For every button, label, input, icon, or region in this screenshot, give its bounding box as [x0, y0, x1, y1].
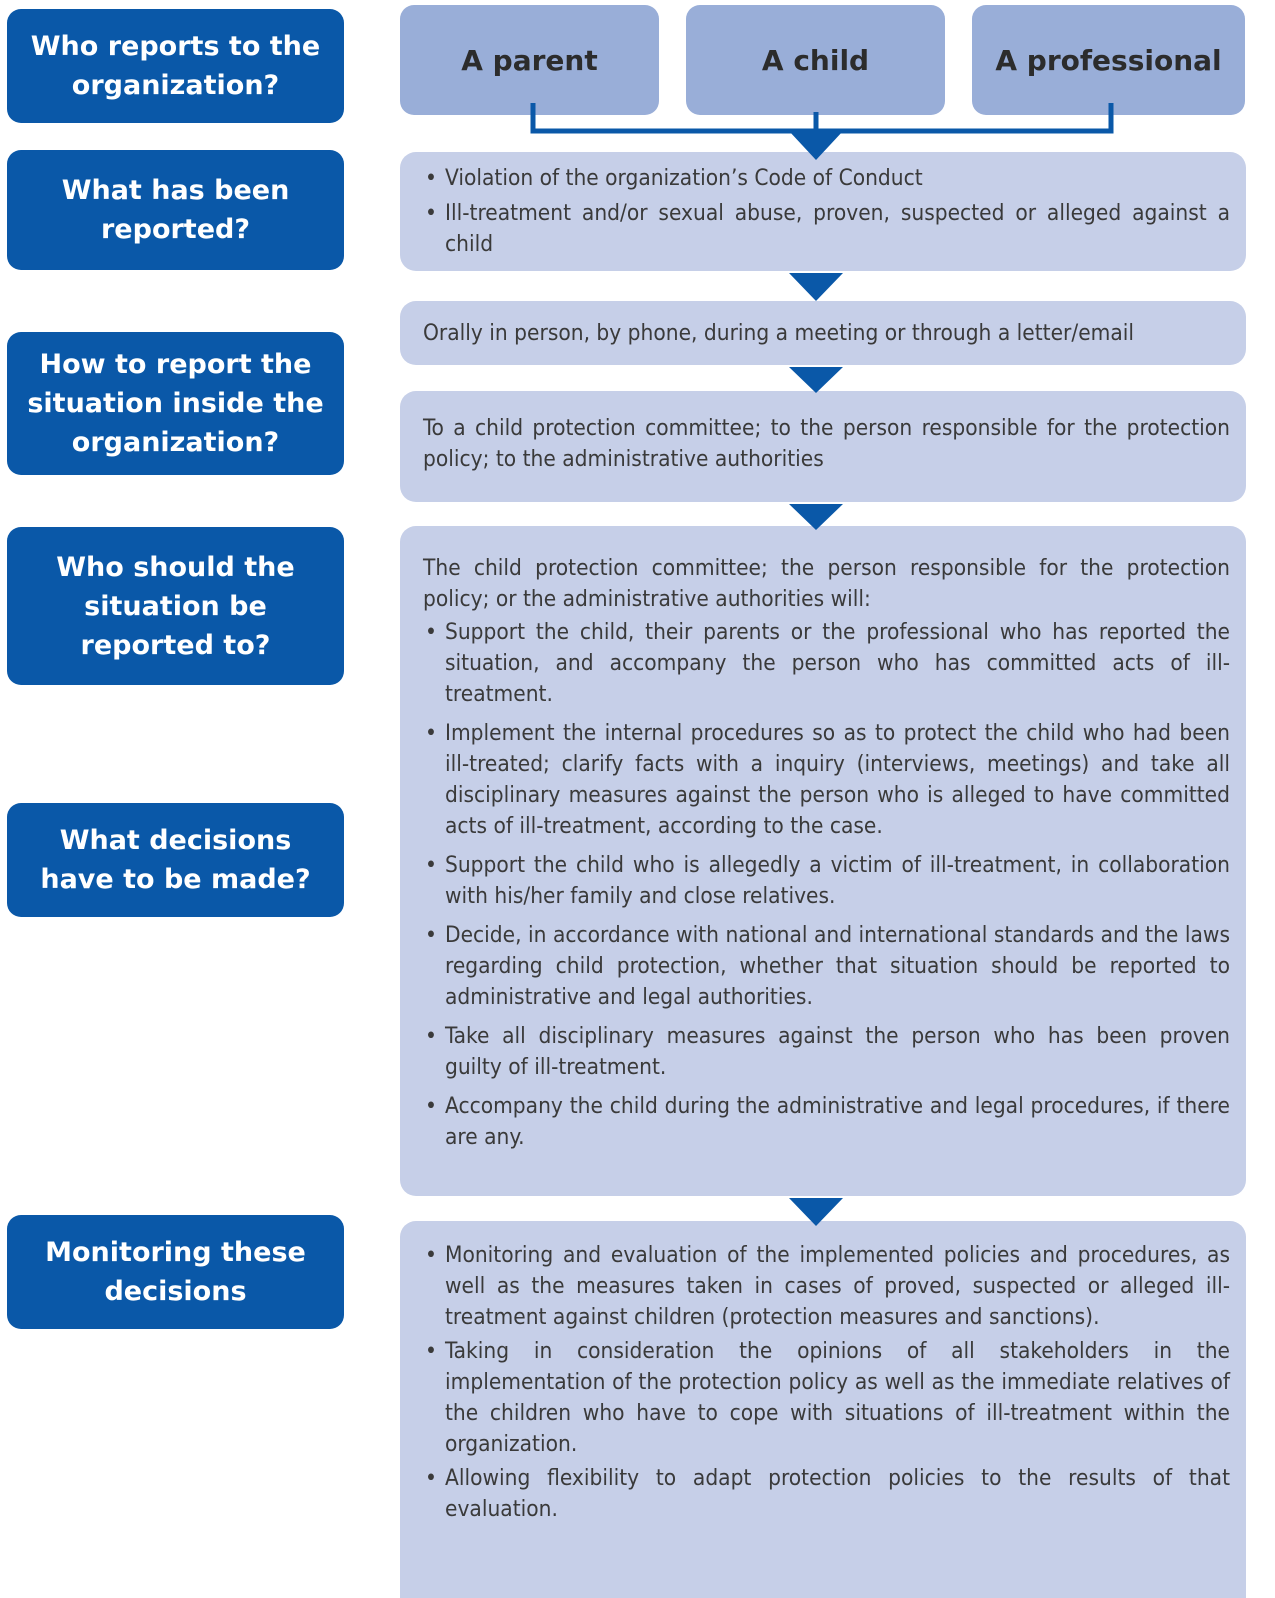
how-to-report-text: Orally in person, by phone, during a meeting or through a letter/email — [423, 319, 1135, 346]
reported-item: • Violation of the organization’s Code of Conduct — [423, 163, 1230, 194]
decision-item: • Take all disciplinary measures against the person who has been proven guilty of ill-treatment. — [423, 1021, 1230, 1083]
question-what-reported-text: What has been reported? — [61, 175, 290, 245]
arrow-down-icon — [789, 504, 843, 530]
arrow-down-icon — [789, 1198, 843, 1226]
question-decisions-text: What decisions have to be made? — [40, 825, 311, 895]
monitoring-item: • Allowing flexibility to adapt protection policies to the results of that evaluation. — [423, 1463, 1230, 1525]
reporter-professional-label: A professional — [995, 43, 1222, 77]
arrow-down-icon — [789, 367, 843, 393]
connector-parent — [533, 103, 1111, 131]
arrow-down-icon — [789, 273, 843, 301]
decision-item: • Implement the internal procedures so as to protect the child who had been ill-treated; clarify facts with a inquiry (interviews, meetings) and take all disciplinary measures against the person who is alleged to have committed acts of ill-treatment, according to the case. — [423, 718, 1230, 842]
monitoring-item: • Taking in consideration the opinions of all stakeholders in the implementation of the protection policy as well as the immediate relatives of the children who have to cope with situations of ill-treatment within the organization. — [423, 1336, 1230, 1460]
decisions-intro: The child protection committee; the person responsible for the protection policy; or the administrative authorities will: — [423, 555, 1230, 612]
decision-item: • Support the child, their parents or the professional who has reported the situation, and accompany the person who has committed acts of ill-treatment. — [423, 617, 1230, 710]
question-monitoring-text: Monitoring these decisions — [45, 1237, 306, 1307]
question-reported-to-text: Who should the situation be reported to? — [56, 551, 295, 661]
decision-item: • Accompany the child during the administrative and legal procedures, if there are any. — [423, 1091, 1230, 1153]
arrow-down-icon — [789, 131, 843, 160]
report-to-text: To a child protection committee; to the person responsible for the protection policy; to the administrative authorities — [423, 415, 1230, 472]
question-who-reports-text: Who reports to the organization? — [30, 31, 321, 101]
question-how-to-report-text: How to report the situation inside the organization? — [27, 349, 324, 458]
decision-item: • Support the child who is allegedly a victim of ill-treatment, in collaboration with his/her family and close relatives. — [423, 850, 1230, 912]
monitoring-item: • Monitoring and evaluation of the implemented policies and procedures, as well as the measures taken in cases of proved, suspected or alleged ill-treatment against children (protection measures and sanctions). — [423, 1240, 1230, 1333]
reporter-parent-label: A parent — [461, 43, 598, 77]
reporter-child-label: A child — [761, 43, 870, 77]
decision-item: • Decide, in accordance with national and international standards and the laws regarding child protection, whether that situation should be reported to administrative and legal authorities. — [423, 920, 1230, 1013]
reported-item: • Ill-treatment and/or sexual abuse, proven, suspected or alleged against a child — [423, 198, 1230, 260]
